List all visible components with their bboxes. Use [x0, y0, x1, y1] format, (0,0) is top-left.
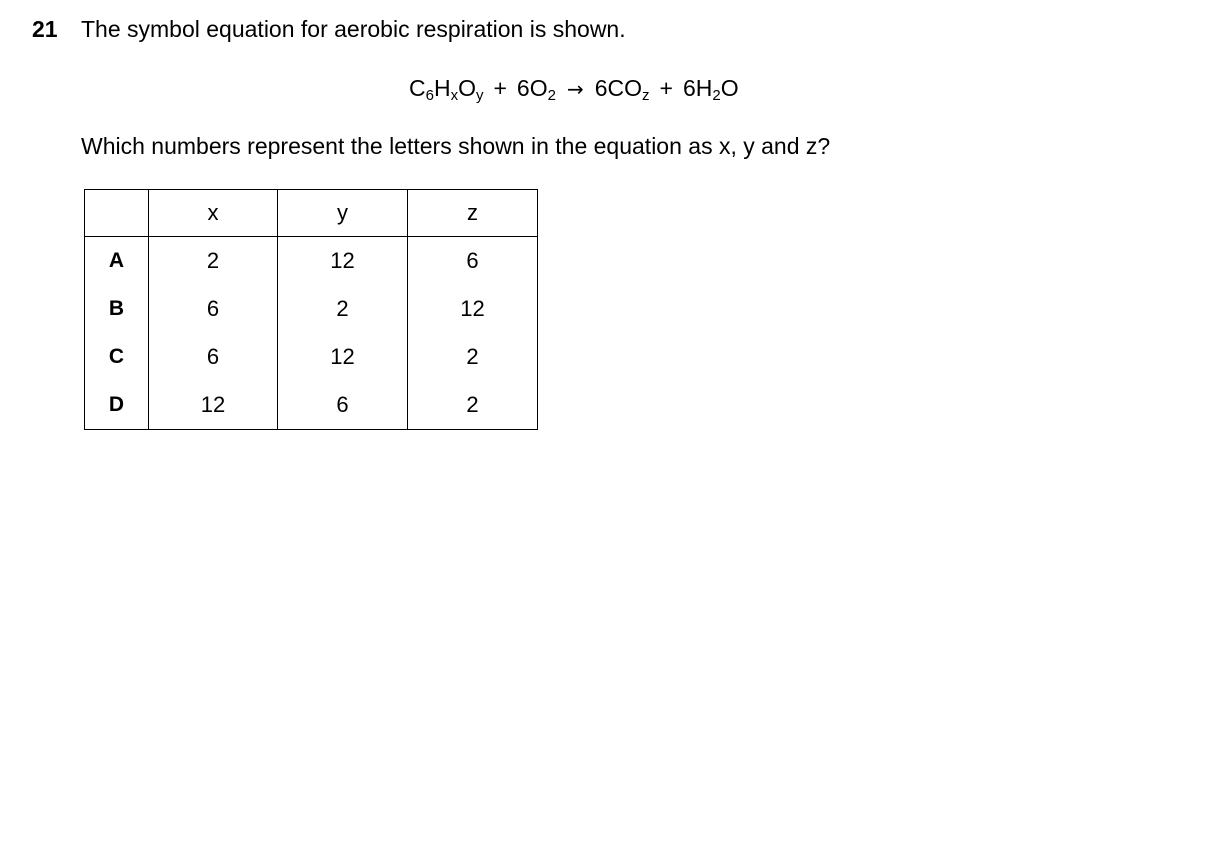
subscript-6: 6 — [425, 87, 434, 104]
water-formula-h: 6H — [682, 75, 713, 101]
product-water — [682, 75, 739, 104]
header-z: z — [408, 190, 538, 237]
reactant-oxygen — [516, 75, 556, 104]
cell-y: 6 — [278, 381, 408, 430]
water-subscript: 2 — [712, 87, 721, 104]
question-prompt: Which numbers represent the letters shown in the equation as x, y and z? — [81, 133, 831, 159]
option-row-c[interactable] — [85, 333, 538, 381]
table-header-row — [85, 190, 538, 237]
element-h: H — [433, 75, 451, 101]
option-row-d[interactable] — [85, 381, 538, 430]
cell-x: 6 — [149, 285, 278, 333]
answer-options-table — [84, 189, 538, 430]
product-carbon-dioxide — [594, 75, 650, 104]
option-letter: B — [85, 285, 149, 333]
option-letter: C — [85, 333, 149, 381]
cell-y: 12 — [278, 237, 408, 286]
plus-sign: + — [493, 75, 507, 101]
cell-y: 2 — [278, 285, 408, 333]
option-row-b[interactable] — [85, 285, 538, 333]
cell-z: 2 — [408, 381, 538, 430]
reactant-glucose — [409, 75, 484, 104]
subscript-z: z — [642, 87, 650, 104]
carbon-dioxide-formula: 6CO — [594, 75, 643, 101]
reaction-arrow-icon: → — [566, 77, 584, 101]
option-row-a[interactable] — [85, 237, 538, 286]
cell-x: 6 — [149, 333, 278, 381]
element-c: C — [409, 75, 426, 101]
cell-x: 12 — [149, 381, 278, 430]
cell-z: 6 — [408, 237, 538, 286]
header-blank — [85, 190, 149, 237]
cell-y: 12 — [278, 333, 408, 381]
element-o: O — [458, 75, 476, 101]
cell-x: 2 — [149, 237, 278, 286]
option-letter: A — [85, 237, 149, 286]
header-x: x — [149, 190, 278, 237]
subscript-y: y — [475, 87, 484, 104]
oxygen-subscript: 2 — [547, 87, 556, 104]
option-letter: D — [85, 381, 149, 430]
question-stem: The symbol equation for aerobic respiration is shown. — [81, 16, 626, 42]
subscript-x: x — [450, 87, 459, 104]
cell-z: 2 — [408, 333, 538, 381]
question-number: 21 — [32, 16, 58, 42]
header-y: y — [278, 190, 408, 237]
water-formula-o: O — [720, 75, 739, 101]
plus-sign: + — [659, 75, 673, 101]
oxygen-formula: 6O — [516, 75, 548, 101]
symbol-equation — [409, 72, 739, 105]
cell-z: 12 — [408, 285, 538, 333]
